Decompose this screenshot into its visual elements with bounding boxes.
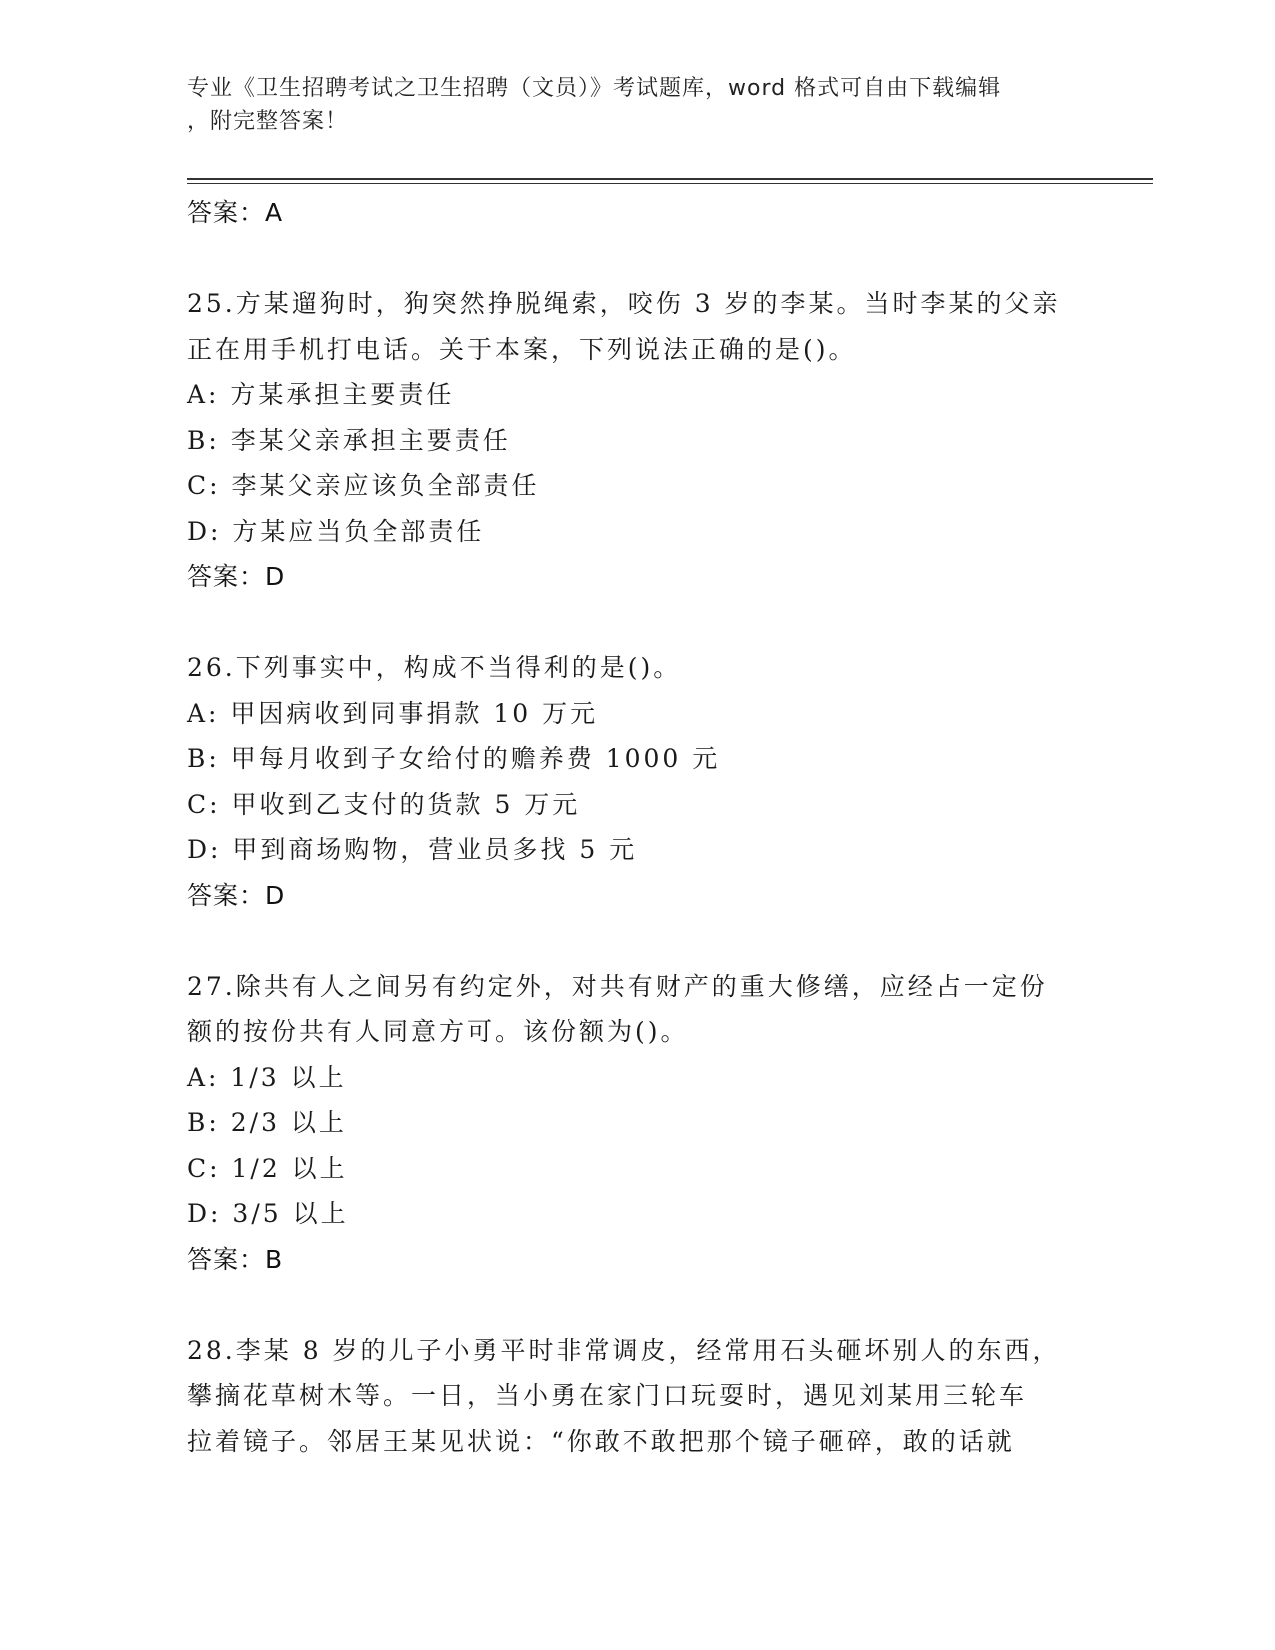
option-a: A: 方某承担主要责任	[187, 380, 455, 409]
option-d: D: 3/5 以上	[187, 1199, 349, 1228]
option-b: B: 李某父亲承担主要责任	[187, 425, 511, 455]
question-stem-line: 27.除共有人之间另有约定外，对共有财产的重大修缮，应经占一定份	[187, 971, 1048, 1001]
answer-line: 答案：B	[187, 1244, 284, 1274]
document-header	[187, 72, 1067, 138]
header-line-2: ，附完整答案！	[187, 109, 349, 134]
question-stem-line: 攀摘花草树木等。一日，当小勇在家门口玩耍时，遇见刘某用三轮车	[187, 1381, 1028, 1410]
spacer	[187, 1282, 1087, 1328]
option-d: D: 方某应当负全部责任	[187, 516, 485, 546]
header-line-1: 专业《卫生招聘考试之卫生招聘（文员）》考试题库，word 格式可自由下载编辑	[187, 76, 1002, 101]
option-c: C: 1/2 以上	[187, 1153, 348, 1183]
answer-line: 答案：D	[187, 562, 286, 591]
question-27	[187, 964, 1087, 1283]
option-a: A: 甲因病收到同事捐款 10 万元	[187, 698, 599, 728]
option-d: D: 甲到商场购物，营业员多找 5 元	[187, 835, 638, 864]
question-stem-line: 正在用手机打电话。关于本案，下列说法正确的是()。	[187, 334, 857, 364]
question-25	[187, 281, 1087, 600]
spacer	[187, 236, 1087, 282]
question-stem-line: 26.下列事实中，构成不当得利的是()。	[187, 653, 682, 682]
option-a: A: 1/3 以上	[187, 1062, 347, 1092]
question-26	[187, 645, 1087, 918]
document-body	[187, 190, 1087, 1464]
answer-line: 答案：D	[187, 880, 286, 910]
question-28	[187, 1328, 1087, 1465]
option-c: C: 甲收到乙支付的货款 5 万元	[187, 789, 581, 819]
question-stem-line: 额的按份共有人同意方可。该份额为()。	[187, 1017, 689, 1046]
option-c: C: 李某父亲应该负全部责任	[187, 471, 540, 500]
spacer	[187, 600, 1087, 646]
option-b: B: 甲每月收到子女给付的赡养费 1000 元	[187, 744, 721, 773]
header-rule-thick	[187, 178, 1153, 180]
option-b: B: 2/3 以上	[187, 1108, 347, 1137]
spacer	[187, 918, 1087, 964]
header-rule-thin	[187, 183, 1153, 184]
previous-answer: 答案：A	[187, 198, 284, 227]
question-stem-line: 25.方某遛狗时，狗突然挣脱绳索，咬伤 3 岁的李某。当时李某的父亲	[187, 289, 1061, 318]
question-stem-line: 拉着镜子。邻居王某见状说：“你敢不敢把那个镜子砸碎，敢的话就	[187, 1426, 1015, 1456]
question-stem-line: 28.李某 8 岁的儿子小勇平时非常调皮，经常用石头砸坏别人的东西，	[187, 1335, 1061, 1365]
